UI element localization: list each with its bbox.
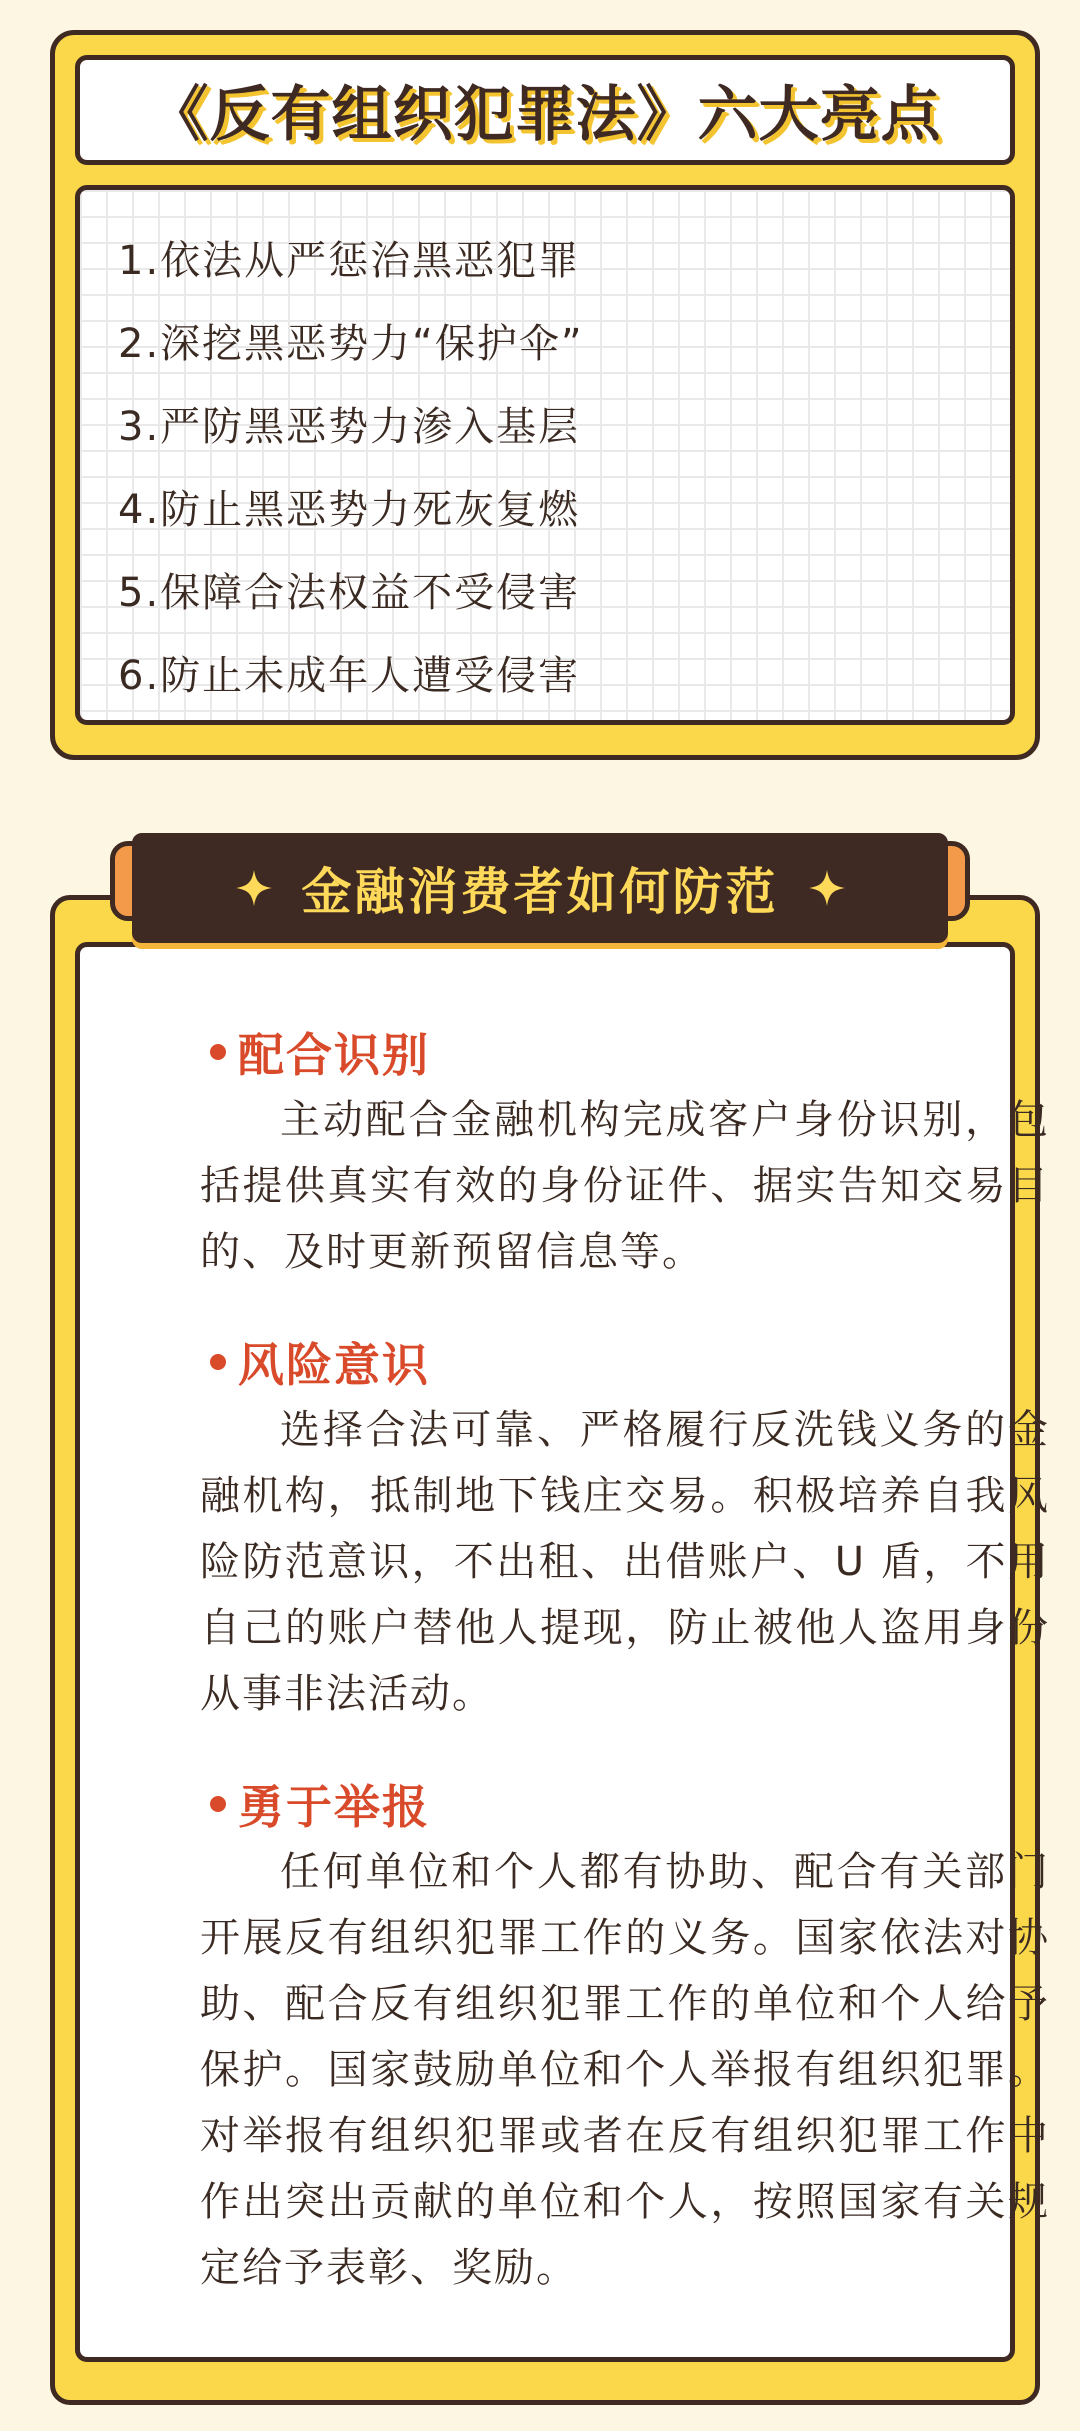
section-report (150, 1769, 1050, 2301)
highlights-title: 《反有组织犯罪法》六大亮点 (148, 80, 942, 150)
highlight-item: 2.深挖黑恶势力“保护伞” (118, 321, 584, 367)
bullet-dot-icon (210, 1796, 226, 1812)
highlights-grid-panel (75, 185, 1015, 725)
section-header (150, 1017, 1010, 1087)
section-risk-awareness (150, 1327, 1050, 1727)
bullet-dot-icon (210, 1354, 226, 1370)
highlight-item: 5.保障合法权益不受侵害 (118, 570, 581, 616)
section-title: 配合识别 (238, 1028, 430, 1082)
banner-body (132, 833, 948, 943)
highlight-item: 4.防止黑恶势力死灰复燃 (118, 487, 581, 533)
bullet-dot-icon (210, 1044, 226, 1060)
section-identification (150, 1017, 1050, 1285)
section-title: 风险意识 (238, 1338, 430, 1392)
section-title: 勇于举报 (238, 1780, 430, 1834)
section-body: 主动配合金融机构完成客户身份识别，包括提供真实有效的身份证件、据实告知交易目的、及时更新预留信息等。 (200, 1097, 1050, 1275)
highlight-item: 1.依法从严惩治黑恶犯罪 (118, 238, 581, 284)
banner-inner (236, 852, 845, 924)
banner-title: 金融消费者如何防范 (301, 863, 779, 921)
section-body: 选择合法可靠、严格履行反洗钱义务的金融机构，抵制地下钱庄交易。积极培养自我风险防范意识，不出租、出借账户、U 盾，不用自己的账户替他人提现，防止被他人盗用身份从事非法活动。 (200, 1407, 1050, 1717)
section-header (150, 1769, 1010, 1839)
prevention-content-panel (75, 942, 1050, 2362)
section-body: 任何单位和个人都有协助、配合有关部门开展反有组织犯罪工作的义务。国家依法对协助、配合反有组织犯罪工作的单位和个人给予保护。国家鼓励单位和个人举报有组织犯罪。对举报有组织犯罪或者在反有组织犯罪工作中作出突出贡献的单位和个人，按照国家有关规定给予表彰、奖励。 (200, 1849, 1050, 2291)
highlight-item: 6.防止未成年人遭受侵害 (118, 653, 581, 699)
sparkle-icon (809, 870, 845, 906)
highlights-card (50, 30, 1040, 760)
highlights-title-box (75, 55, 1015, 165)
highlight-item: 3.严防黑恶势力渗入基层 (118, 404, 581, 450)
section-header (150, 1327, 1010, 1397)
prevention-card (50, 895, 1050, 2405)
highlights-list (118, 220, 584, 718)
prevention-banner (110, 833, 970, 945)
sparkle-icon (236, 870, 272, 906)
